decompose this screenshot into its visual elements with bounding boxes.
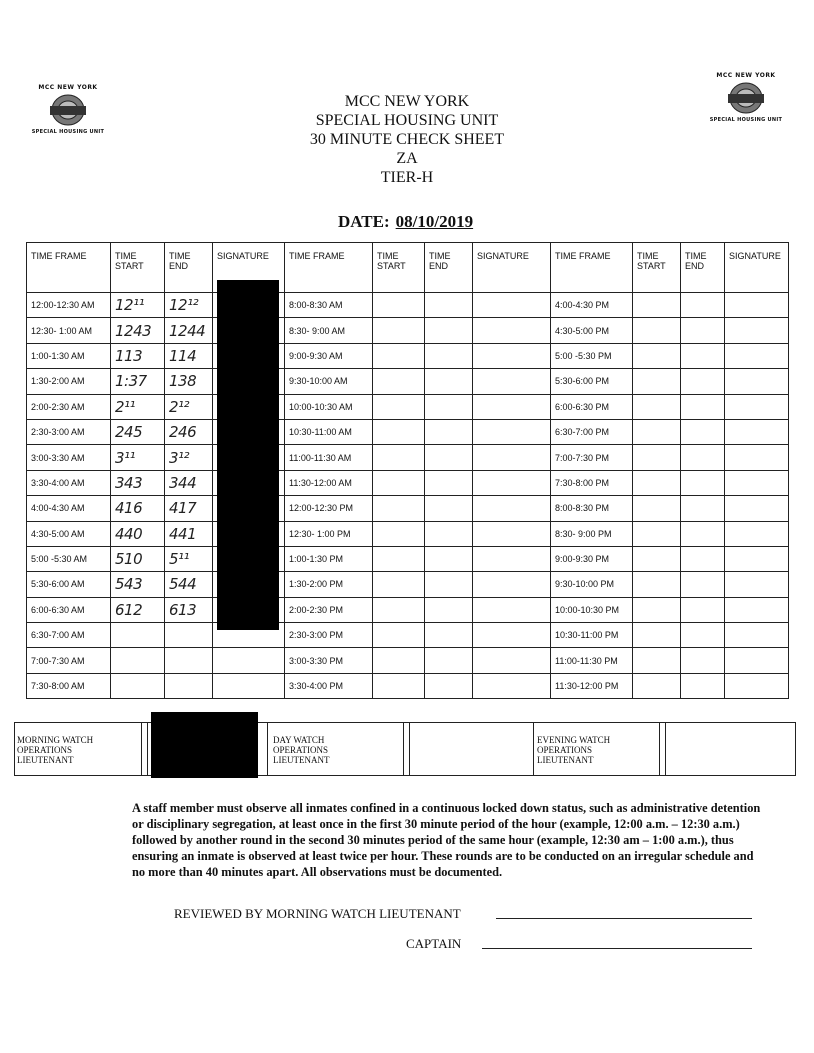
evening-watch-label: EVENING WATCH OPERATIONS LIEUTENANT xyxy=(537,735,611,765)
signature-cell xyxy=(473,369,551,394)
time-end-cell: 5¹¹ xyxy=(165,546,213,571)
time-start-cell xyxy=(373,419,425,444)
time-start-cell: 440 xyxy=(111,521,165,546)
time-frame-cell: 2:30-3:00 AM xyxy=(27,419,111,444)
time-start-cell xyxy=(373,597,425,622)
time-end-cell xyxy=(681,521,725,546)
time-start-cell xyxy=(633,419,681,444)
time-start-cell xyxy=(633,318,681,343)
table-row xyxy=(27,496,789,521)
time-end-cell xyxy=(425,673,473,698)
time-start-cell: 1:37 xyxy=(111,369,165,394)
time-frame-cell: 4:00-4:30 AM xyxy=(27,496,111,521)
signature-cell xyxy=(725,521,789,546)
signature-cell xyxy=(473,394,551,419)
time-frame-cell: 9:00-9:30 PM xyxy=(551,546,633,571)
time-end-cell xyxy=(681,445,725,470)
time-frame-cell: 11:00-11:30 PM xyxy=(551,648,633,673)
signature-cell xyxy=(473,293,551,318)
time-frame-cell: 7:30-8:00 AM xyxy=(27,673,111,698)
time-start-cell: 543 xyxy=(111,572,165,597)
time-start-cell: 113 xyxy=(111,343,165,368)
table-row xyxy=(27,673,789,698)
time-start-cell xyxy=(111,673,165,698)
time-frame-cell: 2:00-2:30 AM xyxy=(27,394,111,419)
time-end-cell xyxy=(681,470,725,495)
date-line xyxy=(338,212,473,232)
time-start-cell xyxy=(633,445,681,470)
time-end-cell: 544 xyxy=(165,572,213,597)
time-start-cell xyxy=(633,496,681,521)
time-frame-cell: 5:30-6:00 PM xyxy=(551,369,633,394)
time-start-cell: 245 xyxy=(111,419,165,444)
reviewed-by-label: REVIEWED BY MORNING WATCH LIEUTENANT xyxy=(174,906,461,921)
time-end-cell xyxy=(425,597,473,622)
time-end-cell xyxy=(425,419,473,444)
time-frame-cell: 1:30-2:00 PM xyxy=(285,572,373,597)
table-row xyxy=(27,623,789,648)
time-frame-cell: 9:30-10:00 PM xyxy=(551,572,633,597)
time-frame-cell: 11:30-12:00 AM xyxy=(285,470,373,495)
time-start-cell xyxy=(373,521,425,546)
time-start-cell xyxy=(373,394,425,419)
signature-cell xyxy=(725,648,789,673)
time-end-cell xyxy=(681,318,725,343)
time-frame-cell: 10:30-11:00 AM xyxy=(285,419,373,444)
time-start-cell: 2¹¹ xyxy=(111,394,165,419)
time-frame-cell: 9:30-10:00 AM xyxy=(285,369,373,394)
signature-cell xyxy=(473,648,551,673)
time-end-cell xyxy=(425,648,473,673)
time-frame-cell: 6:00-6:30 PM xyxy=(551,394,633,419)
time-start-cell: 1243 xyxy=(111,318,165,343)
signature-cell xyxy=(473,572,551,597)
signature-cell xyxy=(725,673,789,698)
time-end-cell: 2¹² xyxy=(165,394,213,419)
time-frame-cell: 7:00-7:30 PM xyxy=(551,445,633,470)
check-sheet-table xyxy=(26,242,789,699)
time-end-cell: 114 xyxy=(165,343,213,368)
instruction-paragraph: A staff member must observe all inmates confined in a continuous locked down status, such as administrative detention or disciplinary segregation, at least once in the first 30 minute period of the hour (example, 12:00 a.m. – 12:30 a.m.) followed by another round in the second 30 minutes period of the same hour (example, 12:30 am – 1:00 a.m.), thus ensuring an inmate is observed at least twice per hour. These rounds are to be conducted on an irregular schedule and no more than 40 minutes apart. All observations must be documented. xyxy=(132,801,761,879)
header-time-frame: TIME FRAME xyxy=(285,243,373,293)
time-end-cell xyxy=(425,445,473,470)
time-frame-cell: 2:00-2:30 PM xyxy=(285,597,373,622)
time-start-cell xyxy=(633,369,681,394)
time-start-cell xyxy=(111,623,165,648)
signature-cell xyxy=(725,496,789,521)
date-value: 08/10/2019 xyxy=(395,212,474,231)
time-frame-cell: 3:00-3:30 AM xyxy=(27,445,111,470)
time-frame-cell: 4:00-4:30 PM xyxy=(551,293,633,318)
time-frame-cell: 7:00-7:30 AM xyxy=(27,648,111,673)
time-frame-cell: 10:00-10:30 AM xyxy=(285,394,373,419)
time-start-cell xyxy=(373,648,425,673)
time-end-cell xyxy=(425,521,473,546)
time-end-cell xyxy=(165,623,213,648)
signature-cell xyxy=(725,572,789,597)
time-end-cell xyxy=(425,343,473,368)
morning-watch-label: MORNING WATCH OPERATIONS LIEUTENANT xyxy=(17,735,94,765)
table-header-row xyxy=(27,243,789,293)
time-end-cell xyxy=(681,343,725,368)
table-row xyxy=(27,521,789,546)
time-start-cell xyxy=(633,648,681,673)
time-end-cell xyxy=(681,597,725,622)
header-time-end: TIME END xyxy=(165,243,213,293)
header-line-5: TIER-H xyxy=(380,169,434,186)
time-start-cell xyxy=(633,673,681,698)
signature-cell xyxy=(473,445,551,470)
time-start-cell xyxy=(633,521,681,546)
signature-cell xyxy=(725,597,789,622)
time-start-cell: 343 xyxy=(111,470,165,495)
captain-label: CAPTAIN xyxy=(406,936,462,951)
time-end-cell xyxy=(681,419,725,444)
document-header xyxy=(0,92,814,187)
signature-cell xyxy=(725,419,789,444)
table-row xyxy=(27,369,789,394)
time-end-cell xyxy=(425,470,473,495)
header-time-end: TIME END xyxy=(425,243,473,293)
signature-cell xyxy=(473,546,551,571)
signature-cell xyxy=(473,419,551,444)
signature-cell xyxy=(473,343,551,368)
time-end-cell: 1244 xyxy=(165,318,213,343)
time-end-cell xyxy=(681,293,725,318)
table-row xyxy=(27,546,789,571)
time-frame-cell: 7:30-8:00 PM xyxy=(551,470,633,495)
time-start-cell: 12¹¹ xyxy=(111,293,165,318)
signature-cell xyxy=(473,597,551,622)
time-frame-cell: 4:30-5:00 PM xyxy=(551,318,633,343)
time-frame-cell: 8:30- 9:00 PM xyxy=(551,521,633,546)
time-start-cell xyxy=(373,293,425,318)
time-start-cell xyxy=(373,673,425,698)
time-start-cell xyxy=(373,546,425,571)
time-end-cell xyxy=(681,673,725,698)
table-row xyxy=(27,293,789,318)
table-row xyxy=(27,445,789,470)
header-line-4: ZA xyxy=(396,150,418,167)
time-frame-cell: 3:30-4:00 AM xyxy=(27,470,111,495)
time-end-cell xyxy=(425,623,473,648)
time-frame-cell: 12:30- 1:00 PM xyxy=(285,521,373,546)
time-frame-cell: 12:30- 1:00 AM xyxy=(27,318,111,343)
time-start-cell xyxy=(373,623,425,648)
time-end-cell: 3¹² xyxy=(165,445,213,470)
time-start-cell: 612 xyxy=(111,597,165,622)
header-line-2: SPECIAL HOUSING UNIT xyxy=(315,112,499,129)
captain-signature-line xyxy=(482,948,752,949)
header-time-start: TIME START xyxy=(633,243,681,293)
table-row xyxy=(27,419,789,444)
reviewed-by-signature-line xyxy=(496,918,752,919)
redacted-signatures xyxy=(217,280,279,630)
time-start-cell xyxy=(373,369,425,394)
time-end-cell xyxy=(425,546,473,571)
time-start-cell xyxy=(633,572,681,597)
time-end-cell xyxy=(425,318,473,343)
logo-bottom-text: SPECIAL HOUSING UNIT xyxy=(31,129,105,135)
time-start-cell xyxy=(633,546,681,571)
time-start-cell xyxy=(111,648,165,673)
time-end-cell xyxy=(425,293,473,318)
time-frame-cell: 12:00-12:30 PM xyxy=(285,496,373,521)
signature-cell xyxy=(725,623,789,648)
time-frame-cell: 1:00-1:30 PM xyxy=(285,546,373,571)
header-signature: SIGNATURE xyxy=(473,243,551,293)
signature-cell xyxy=(725,318,789,343)
table-row xyxy=(27,597,789,622)
time-frame-cell: 6:00-6:30 AM xyxy=(27,597,111,622)
redacted-lieutenant-signature xyxy=(151,712,258,778)
time-frame-cell: 12:00-12:30 AM xyxy=(27,293,111,318)
time-end-cell: 138 xyxy=(165,369,213,394)
time-end-cell xyxy=(681,496,725,521)
time-end-cell xyxy=(425,394,473,419)
table-row xyxy=(27,572,789,597)
table-row xyxy=(27,343,789,368)
time-start-cell xyxy=(373,343,425,368)
time-frame-cell: 6:30-7:00 PM xyxy=(551,419,633,444)
time-frame-cell: 10:30-11:00 PM xyxy=(551,623,633,648)
time-end-cell: 12¹² xyxy=(165,293,213,318)
time-frame-cell: 10:00-10:30 PM xyxy=(551,597,633,622)
time-start-cell xyxy=(373,318,425,343)
time-start-cell: 416 xyxy=(111,496,165,521)
header-time-frame: TIME FRAME xyxy=(27,243,111,293)
time-end-cell xyxy=(425,572,473,597)
time-frame-cell: 5:30-6:00 AM xyxy=(27,572,111,597)
watch-lieutenant-box xyxy=(14,722,796,776)
time-start-cell xyxy=(373,445,425,470)
signature-cell xyxy=(473,521,551,546)
header-line-3: 30 MINUTE CHECK SHEET xyxy=(309,131,505,148)
time-start-cell xyxy=(633,293,681,318)
table-row xyxy=(27,648,789,673)
time-end-cell xyxy=(165,648,213,673)
time-frame-cell: 11:30-12:00 PM xyxy=(551,673,633,698)
time-frame-cell: 9:00-9:30 AM xyxy=(285,343,373,368)
table-row xyxy=(27,394,789,419)
table-row xyxy=(27,470,789,495)
signature-cell xyxy=(213,648,285,673)
time-start-cell: 3¹¹ xyxy=(111,445,165,470)
time-frame-cell: 8:00-8:30 PM xyxy=(551,496,633,521)
time-start-cell xyxy=(373,496,425,521)
time-frame-cell: 2:30-3:00 PM xyxy=(285,623,373,648)
time-end-cell xyxy=(165,673,213,698)
signature-cell xyxy=(473,623,551,648)
time-start-cell: 510 xyxy=(111,546,165,571)
time-end-cell xyxy=(681,369,725,394)
header-time-start: TIME START xyxy=(111,243,165,293)
time-start-cell xyxy=(633,623,681,648)
date-label: DATE: xyxy=(338,212,390,231)
header-signature: SIGNATURE xyxy=(213,243,285,293)
time-end-cell: 441 xyxy=(165,521,213,546)
header-line-1: MCC NEW YORK xyxy=(344,93,470,110)
time-end-cell xyxy=(681,546,725,571)
time-frame-cell: 11:00-11:30 AM xyxy=(285,445,373,470)
signature-cell xyxy=(725,369,789,394)
time-end-cell: 246 xyxy=(165,419,213,444)
logo-top-text: MCC NEW YORK xyxy=(38,84,98,91)
time-end-cell: 344 xyxy=(165,470,213,495)
time-start-cell xyxy=(633,470,681,495)
time-frame-cell: 3:30-4:00 PM xyxy=(285,673,373,698)
signature-cell xyxy=(213,673,285,698)
time-end-cell: 613 xyxy=(165,597,213,622)
time-start-cell xyxy=(633,394,681,419)
signature-cell xyxy=(473,496,551,521)
time-frame-cell: 8:30- 9:00 AM xyxy=(285,318,373,343)
day-watch-label: DAY WATCH OPERATIONS LIEUTENANT xyxy=(273,735,330,765)
time-end-cell: 417 xyxy=(165,496,213,521)
time-start-cell xyxy=(373,470,425,495)
time-start-cell xyxy=(373,572,425,597)
time-frame-cell: 4:30-5:00 AM xyxy=(27,521,111,546)
signature-cell xyxy=(725,394,789,419)
signature-cell xyxy=(473,470,551,495)
time-end-cell xyxy=(681,623,725,648)
time-frame-cell: 1:00-1:30 AM xyxy=(27,343,111,368)
time-frame-cell: 5:00 -5:30 AM xyxy=(27,546,111,571)
time-frame-cell: 1:30-2:00 AM xyxy=(27,369,111,394)
time-frame-cell: 3:00-3:30 PM xyxy=(285,648,373,673)
signature-cell xyxy=(725,293,789,318)
header-time-end: TIME END xyxy=(681,243,725,293)
header-signature: SIGNATURE xyxy=(725,243,789,293)
time-end-cell xyxy=(681,394,725,419)
logo-top-text: MCC NEW YORK xyxy=(716,72,776,79)
time-end-cell xyxy=(425,496,473,521)
time-end-cell xyxy=(681,572,725,597)
time-frame-cell: 6:30-7:00 AM xyxy=(27,623,111,648)
time-end-cell xyxy=(425,369,473,394)
header-time-frame: TIME FRAME xyxy=(551,243,633,293)
logo-bottom-text: SPECIAL HOUSING UNIT xyxy=(709,117,783,123)
table-row xyxy=(27,318,789,343)
time-frame-cell: 8:00-8:30 AM xyxy=(285,293,373,318)
signature-cell xyxy=(473,318,551,343)
header-time-start: TIME START xyxy=(373,243,425,293)
time-start-cell xyxy=(633,343,681,368)
signature-cell xyxy=(725,445,789,470)
time-end-cell xyxy=(681,648,725,673)
time-frame-cell: 5:00 -5:30 PM xyxy=(551,343,633,368)
signature-cell xyxy=(725,470,789,495)
signature-cell xyxy=(725,343,789,368)
time-start-cell xyxy=(633,597,681,622)
signature-cell xyxy=(725,546,789,571)
signature-cell xyxy=(473,673,551,698)
